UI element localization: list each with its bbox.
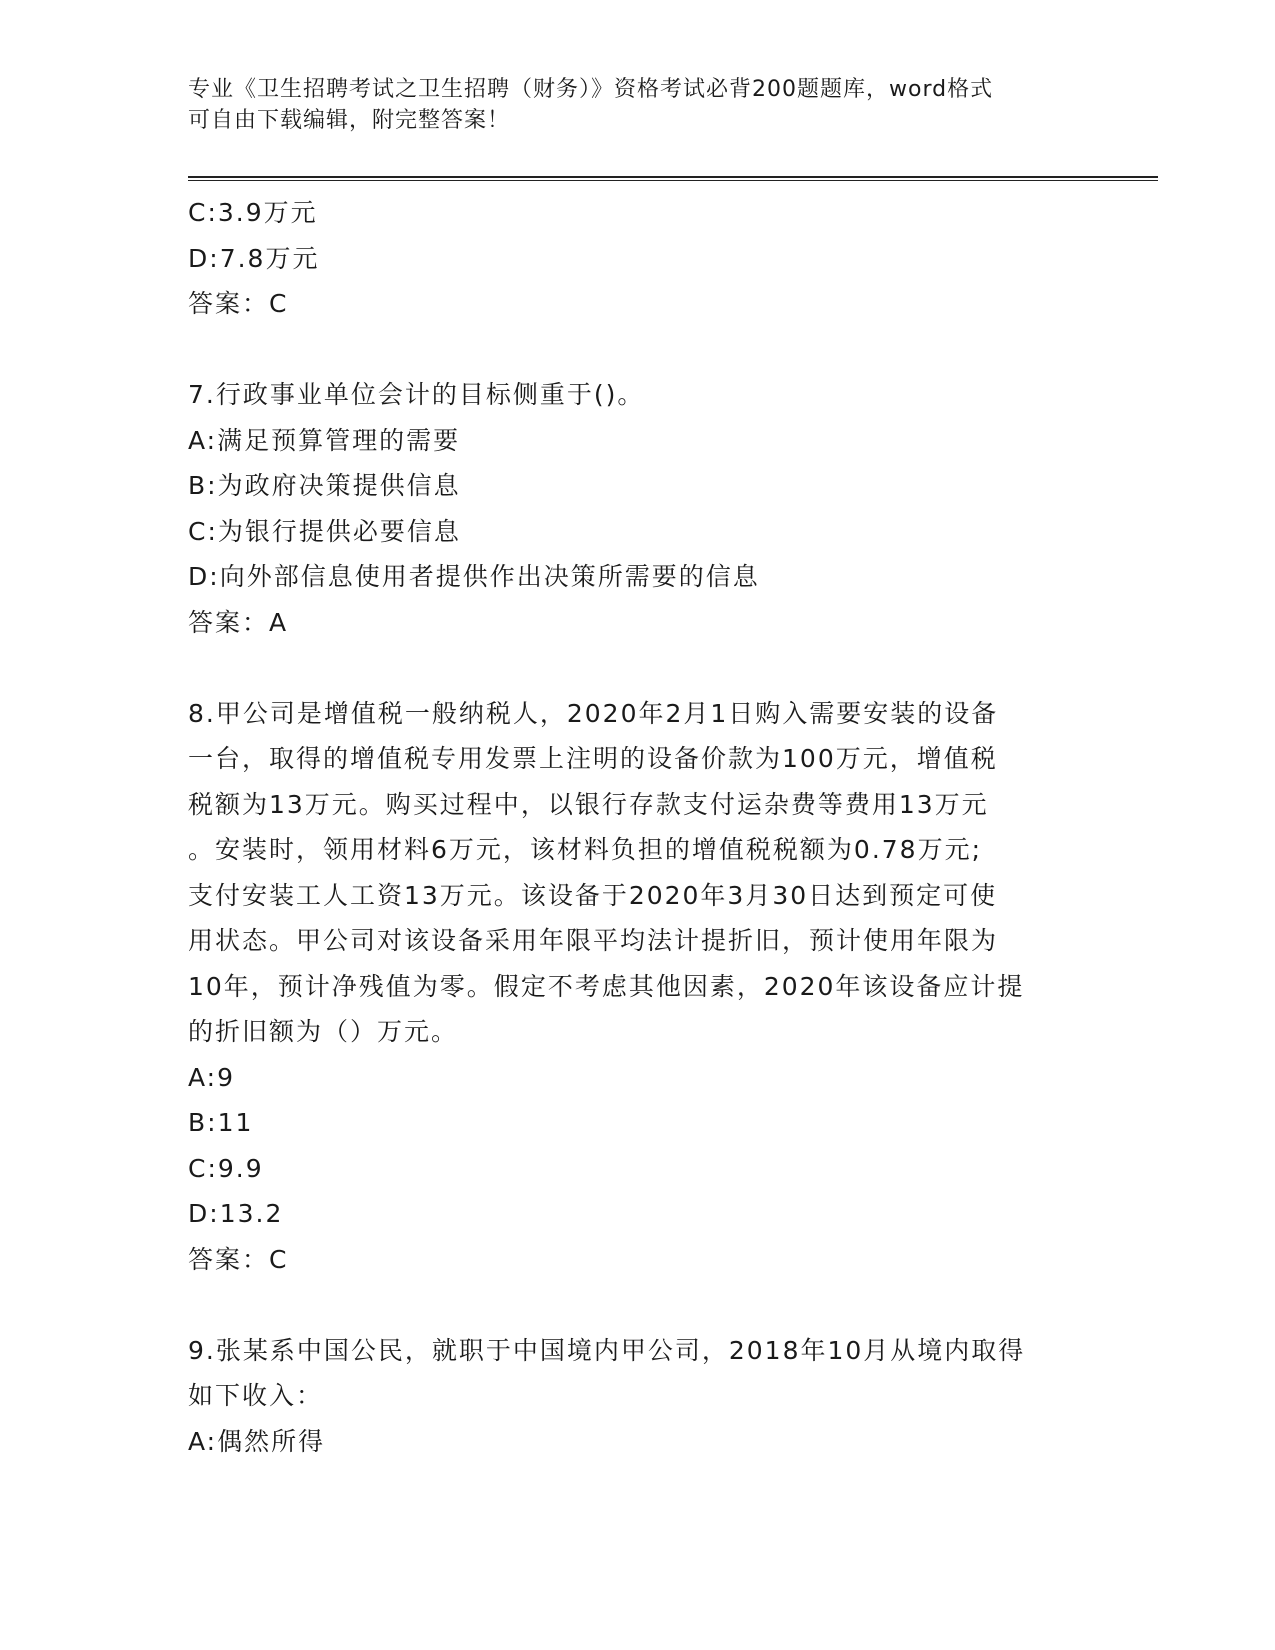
option-d: D:13.2 xyxy=(188,1199,284,1228)
question-text-line: 用状态。甲公司对该设备采用年限平均法计提折旧，预计使用年限为 xyxy=(188,926,999,955)
option-c: C:为银行提供必要信息 xyxy=(188,516,461,546)
answer: 答案：A xyxy=(188,607,289,637)
question-text-line: 如下收入： xyxy=(188,1381,324,1410)
option-b: B:为政府决策提供信息 xyxy=(188,471,461,500)
option-a: A:偶然所得 xyxy=(188,1426,326,1456)
spacer xyxy=(188,327,1088,373)
header-divider xyxy=(188,176,1158,181)
option-c: C:9.9 xyxy=(188,1153,264,1183)
question-text-line: 税额为13万元。购买过程中，以银行存款支付运杂费等费用13万元 xyxy=(188,789,989,819)
question-text-line: 的折旧额为（）万元。 xyxy=(188,1017,459,1046)
question-text-line: 10年，预计净残值为零。假定不考虑其他因素，2020年该设备应计提 xyxy=(188,971,1025,1001)
answer: 答案：C xyxy=(188,1244,289,1274)
answer: 答案：C xyxy=(188,289,289,318)
option-b: B:11 xyxy=(188,1108,254,1137)
document-body xyxy=(188,190,1088,1464)
option-d: D:向外部信息使用者提供作出决策所需要的信息 xyxy=(188,562,760,591)
header-line-2: 可自由下载编辑，附完整答案！ xyxy=(188,108,511,133)
document-header xyxy=(188,74,1068,136)
question-text: 7.行政事业单位会计的目标侧重于()。 xyxy=(188,380,645,409)
header-line-1: 专业《卫生招聘考试之卫生招聘（财务）》资格考试必背200题题库，word格式 xyxy=(188,77,994,102)
question-7 xyxy=(188,372,1088,645)
question-9 xyxy=(188,1328,1088,1465)
question-text-line: 一台，取得的增值税专用发票上注明的设备价款为100万元，增值税 xyxy=(188,744,998,773)
option-c: C:3.9万元 xyxy=(188,198,318,227)
option-d: D:7.8万元 xyxy=(188,243,320,273)
question-text-line: 9.张某系中国公民，就职于中国境内甲公司，2018年10月从境内取得 xyxy=(188,1335,1026,1365)
question-text-line: 支付安装工人工资13万元。该设备于2020年3月30日达到预定可使 xyxy=(188,880,998,910)
question-text-line: 。安装时，领用材料6万元，该材料负担的增值税税额为0.78万元; xyxy=(188,835,982,864)
option-a: A:满足预算管理的需要 xyxy=(188,425,461,455)
spacer xyxy=(188,645,1088,691)
question-8 xyxy=(188,691,1088,1283)
question-text-line: 8.甲公司是增值税一般纳税人，2020年2月1日购入需要安装的设备 xyxy=(188,698,999,728)
spacer xyxy=(188,1282,1088,1328)
question-6-tail xyxy=(188,190,1088,327)
option-a: A:9 xyxy=(188,1062,235,1092)
